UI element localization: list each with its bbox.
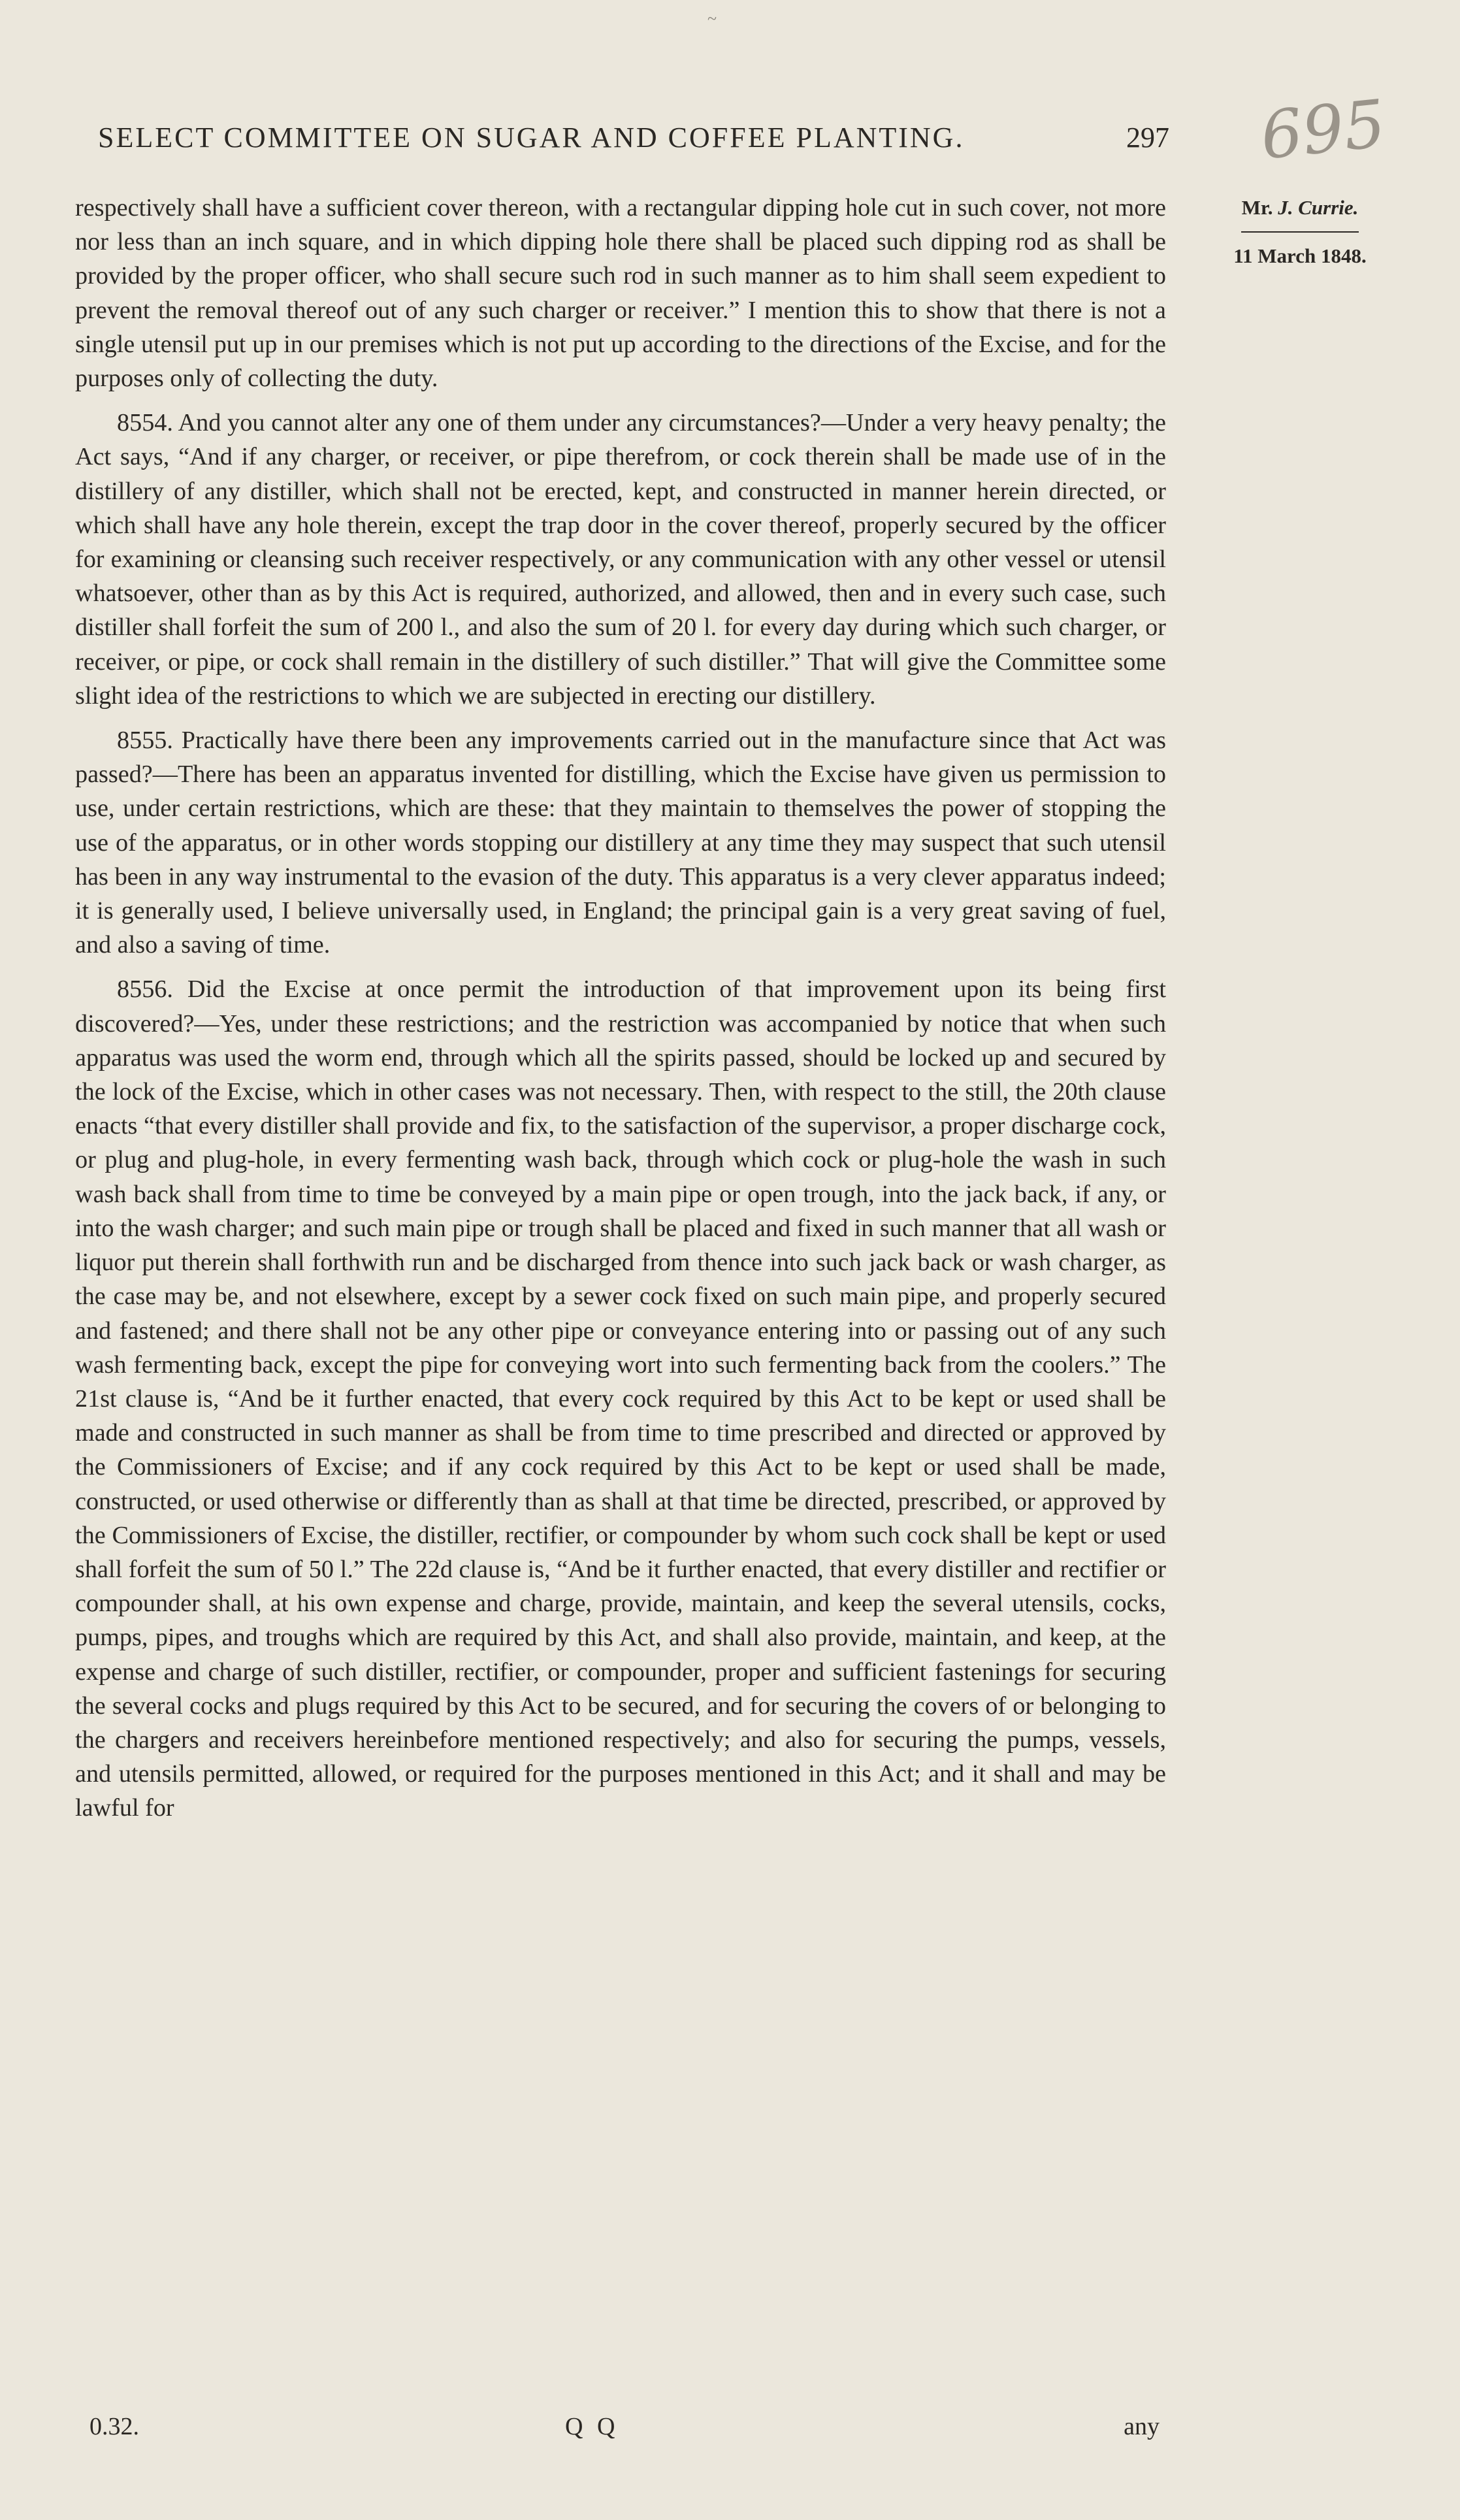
page-footer	[75, 2412, 1166, 2451]
running-title: SELECT COMMITTEE ON SUGAR AND COFFEE PLANTING.	[98, 122, 965, 154]
footer-reference: 0.32.	[89, 2413, 139, 2440]
catchword: any	[1124, 2413, 1160, 2440]
witness-prefix: Mr.	[1241, 196, 1273, 219]
paragraph-continuation: respectively shall have a sufficient cover thereon, with a rectangular dipping hole cut in such cover, not more nor less than an inch square, and in which dipping hole there shall be placed such dipping rod as shall be provided by the proper officer, who shall secure such rod in such manner as to him shall seem expedient to prevent the removal thereof out of any such charger or receiver.” I mention this to show that there is not a single utensil put up in our premises which is not put up according to the directions of the Excise, and for the purposes only of collecting the duty.	[75, 194, 1166, 393]
handwritten-folio-number: 695	[1257, 85, 1389, 174]
margin-divider	[1241, 231, 1359, 233]
signature-mark: Q Q	[565, 2413, 619, 2440]
paragraph-8554: 8554. And you cannot alter any one of them under any circumstances?—Under a very heavy penalty; the Act says, “And if any charger, or receiver, or pipe therefrom, or cock therein shall be made use of in the distillery of any distiller, which shall not be erected, kept, and constructed in manner herein directed, or which shall have any hole therein, except the trap door in the cover thereof, properly secured by the officer for examining or cleansing such receiver respectively, or any communication with any other vessel or utensil whatsoever, other than as by this Act is required, authorized, and allowed, then and in every such case, such distiller shall forfeit the sum of 200 l., and also the sum of 20 l. for every day during which such charger, or receiver, or pipe, or cock shall remain in the distillery of such distiller.” That will give the Committee some slight idea of the restrictions to which we are subjected in erecting our distillery.	[75, 409, 1166, 710]
running-header	[98, 121, 1169, 160]
witness-surname: J. Currie.	[1278, 196, 1359, 219]
top-ornament: ~	[707, 9, 717, 28]
page-number: 297	[1126, 122, 1169, 154]
witness-name	[1202, 196, 1398, 220]
body-text	[75, 191, 1166, 1836]
paragraph-8556: 8556. Did the Excise at once permit the introduction of that improvement upon its being first discovered?—Yes, under these restrictions; and the restriction was accompanied by notice that when such apparatus was used the worm end, through which all the spirits passed, should be locked up and secured by the lock of the Excise, which in other cases was not necessary. Then, with respect to the still, the 20th clause enacts “that every distiller shall provide and fix, to the satisfaction of the supervisor, a proper discharge cock, or plug and plug-hole, in every fermenting wash back, through which cock or plug-hole the wash in such wash back shall from time to time be conveyed by a main pipe or open trough, into the jack back, if any, or into the wash charger; and such main pipe or trough shall be placed and fixed in such manner that all wash or liquor put therein shall forthwith run and be discharged from thence into such jack back or wash charger, as the case may be, and not elsewhere, except by a sewer cock fixed on such main pipe, and properly secured and fastened; and there shall not be any other pipe or conveyance entering into or passing out of any such wash fermenting back, except the pipe for conveying wort into such fermenting back from the coolers.” The 21st clause is, “And be it further enacted, that every cock required by this Act to be kept or used shall be made and constructed in such manner as shall be from time to time prescribed and directed or approved by the Commissioners of Excise; and if any cock required by this Act to be kept or used shall be made, constructed, or used otherwise or differently than as shall at that time be directed, prescribed, or approved by the Commissioners of Excise, the distiller, rectifier, or compounder by whom such cock shall be kept or used shall forfeit the sum of 50 l.” The 22d clause is, “And be it further enacted, that every distiller and rectifier or compounder shall, at his own expense and charge, provide, maintain, and keep the several utensils, cocks, pumps, pipes, and troughs which are required by this Act, and shall also provide, maintain, and keep, at the expense and charge of such distiller, rectifier, or compounder, proper and sufficient fastenings for securing the several cocks and plugs required by this Act to be secured, and for securing the covers of or belonging to the chargers and receivers hereinbefore mentioned respectively; and also for securing the pumps, vessels, and utensils permitted, allowed, or required for the purposes mentioned in this Act; and it shall and may be lawful for	[75, 975, 1166, 1822]
testimony-date: 11 March 1848.	[1233, 244, 1367, 267]
margin-notes	[1202, 196, 1398, 268]
paragraph-8555: 8555. Practically have there been any improvements carried out in the manufacture since that Act was passed?—There has been an apparatus invented for distilling, which the Excise have given us permission to use, under certain restrictions, which are these: that they maintain to themselves the power of stopping the use of the apparatus, or in other words stopping our distillery at any time they may suspect that such utensil has been in any way instrumental to the evasion of the duty. This apparatus is a very clever apparatus indeed; it is generally used, I believe universally used, in England; the principal gain is a very great saving of fuel, and also a saving of time.	[75, 727, 1166, 959]
